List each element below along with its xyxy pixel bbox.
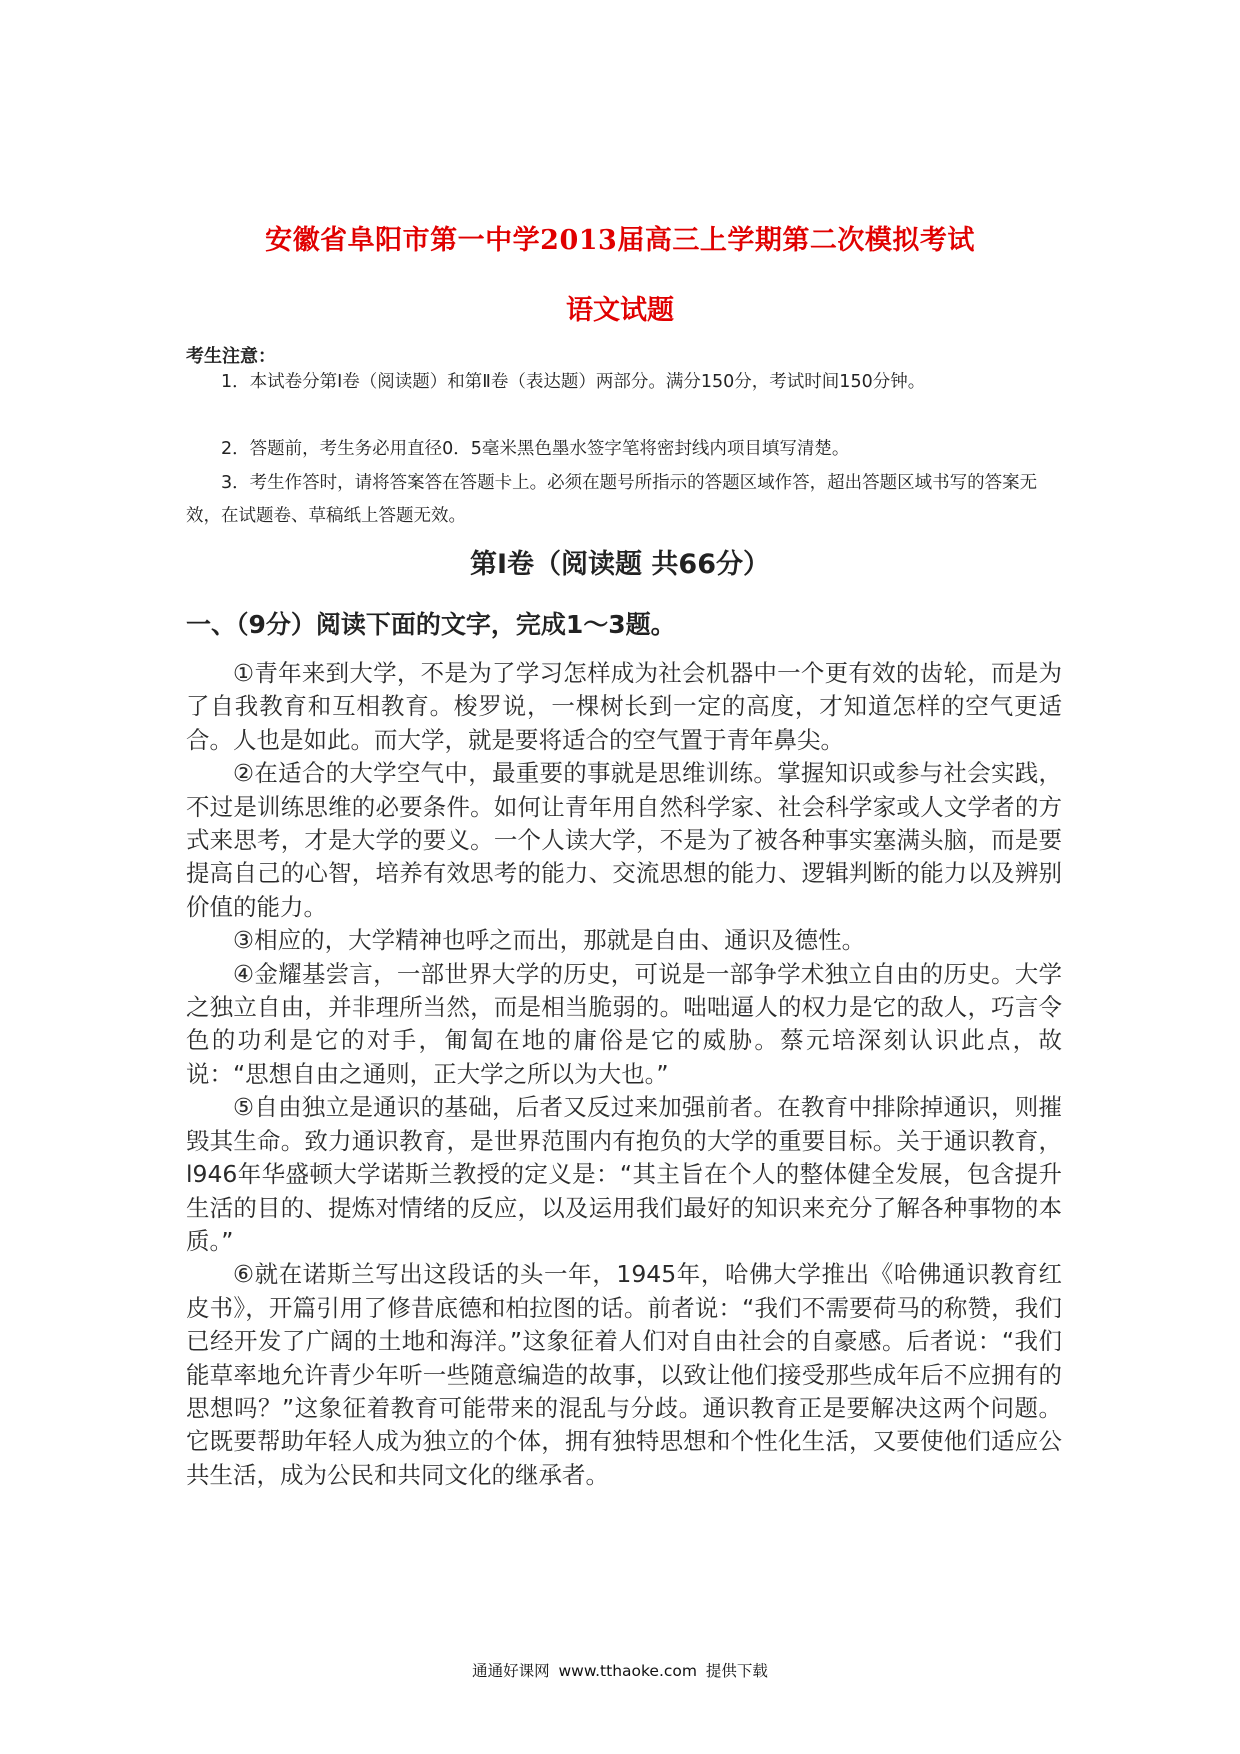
passage-paragraph-2: ②在适合的大学空气中，最重要的事就是思维训练。掌握知识或参与社会实践，不过是训练思维的必要条件。如何让青年用自然科学家、社会科学家或人文学者的方式来思考，才是大学的要义。一个人读大学，不是为了被各种事实塞满头脑，而是要提高自己的心智，培养有效思考的能力、交流思想的能力、逻辑判断的能力以及辨别价值的能力。 [186,759,1062,921]
passage-paragraph-3: ③相应的，大学精神也呼之而出，那就是自由、通识及德性。 [233,926,866,955]
passage-paragraph-4: ④金耀基尝言，一部世界大学的历史，可说是一部争学术独立自由的历史。大学之独立自由，并非理所当然，而是相当脆弱的。咄咄逼人的权力是它的敌人，巧言令色的功利是它的对手，匍匐在地的庸俗是它的威胁。蔡元培深刻认识此点，故说：“思想自由之通则，正大学之所以为大也。” [186,959,1062,1088]
notice-item-3: 3．考生作答时，请将答案答在答题卡上。必须在题号所指示的答题区域作答，超出答题区域书写的答案无效，在试题卷、草稿纸上答题无效。 [186,473,1038,526]
passage-paragraph-5: ⑤自由独立是通识的基础，后者又反过来加强前者。在教育中排除掉通识，则摧毁其生命。致力通识教育，是世界范围内有抱负的大学的重要目标。关于通识教育，l946年华盛顿大学诺斯兰教授的定义是：“其主旨在个人的整体健全发展，包含提升生活的目的、提炼对情绪的反应，以及运用我们最好的知识来充分了解各种事物的本质。” [186,1093,1062,1255]
page-title: 安徽省阜阳市第一中学2013届高三上学期第二次模拟考试 [265,225,975,256]
notice-heading: 考生注意： [186,346,276,367]
passage-paragraph-6: ⑥就在诺斯兰写出这段话的头一年，1945年，哈佛大学推出《哈佛通识教育红皮书》，开篇引用了修昔底德和柏拉图的话。前者说：“我们不需要荷马的称赞，我们已经开发了广阔的土地和海洋。”这象征着人们对自由社会的自豪感。后者说：“我们能草率地允许青少年听一些随意编造的故事，以致让他们接受那些成年后不应拥有的思想吗？”这象征着教育可能带来的混乱与分歧。通识教育正是要解决这两个问题。它既要帮助年轻人成为独立的个体，拥有独特思想和个性化生活，又要使他们适应公共生活，成为公民和共同文化的继承者。 [186,1260,1062,1489]
part-one-heading: 一、（9分）阅读下面的文字，完成1～3题。 [186,610,676,639]
section-title: 第Ⅰ卷（阅读题 共66分） [469,549,771,580]
passage-paragraph-1: ①青年来到大学，不是为了学习怎样成为社会机器中一个更有效的齿轮，而是为了自我教育和互相教育。梭罗说，一棵树长到一定的高度，才知道怎样的空气更适合。人也是如此。而大学，就是要将适合的空气置于青年鼻尖。 [186,659,1062,754]
footer-credit: 通通好课网 www.tthaoke.com 提供下载 [472,1662,768,1680]
reading-passage [186,657,1062,1492]
page-subtitle: 语文试题 [566,295,674,326]
notice-item-1: 1．本试卷分第Ⅰ卷（阅读题）和第Ⅱ卷（表达题）两部分。满分150分，考试时间150分钟。 [221,372,926,392]
notice-item-2: 2．答题前，考生务必用直径0．5毫米黑色墨水签字笔将密封线内项目填写清楚。 [221,439,850,459]
